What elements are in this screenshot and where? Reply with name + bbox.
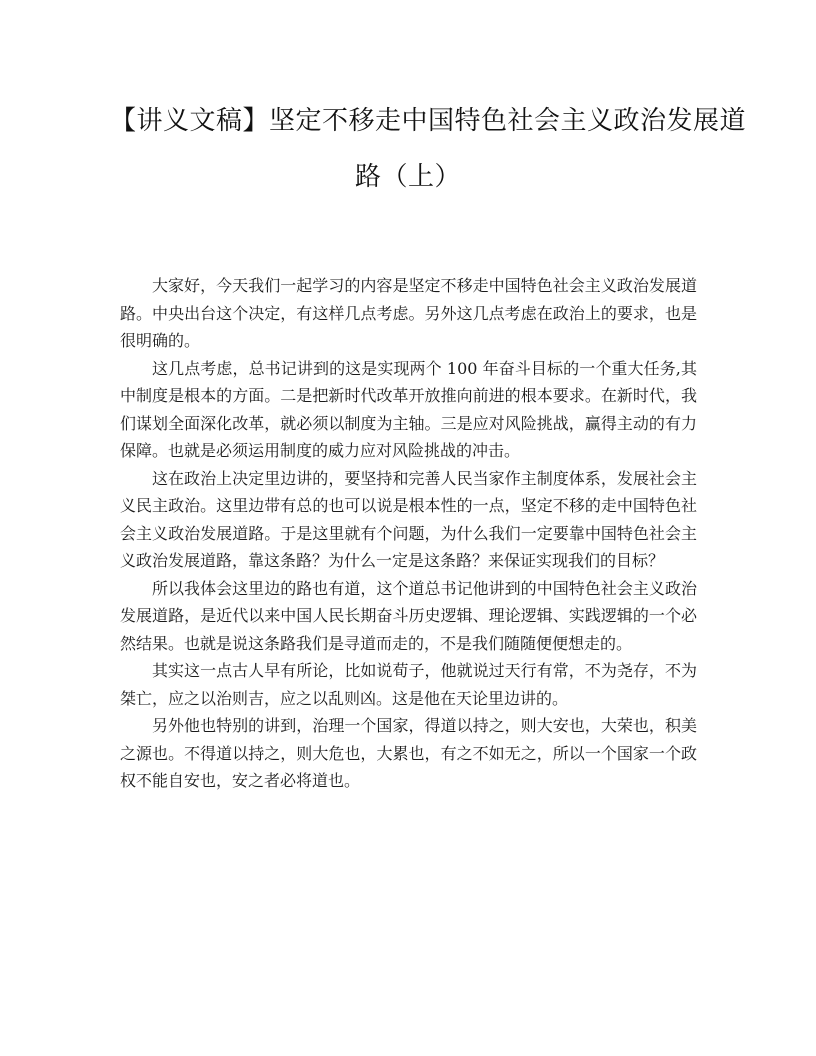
title-line-2: 路（上） bbox=[354, 162, 461, 192]
paragraph-2: 这几点考虑，总书记讲到的这是实现两个 100 年奋斗目标的一个重大任务,其中制度是根本的方面。二是把新时代改革开放推向前进的根本要求。在新时代，我们谋划全面深化改革，就必须以制度为主轴。三是应对风险挑战，赢得主动的有力保障。也就是必须运用制度的威力应对风险挑战的冲击。 bbox=[120, 358, 697, 460]
title-line-1: 【讲义文稿】坚定不移走中国特色社会主义政治发展道 bbox=[110, 106, 747, 136]
paragraph-3: 这在政治上决定里边讲的，要坚持和完善人民当家作主制度体系，发展社会主义民主政治。这里边带有总的也可以说是根本性的一点，坚定不移的走中国特色社会主义政治发展道路。于是这里就有个问题，为什么我们一定要靠中国特色社会主义政治发展道路，靠这条路？为什么一定是这条路？来保证实现我们的目标？ bbox=[120, 468, 697, 570]
paragraph-6: 另外他也特别的讲到，治理一个国家，得道以持之，则大安也，大荣也，积美之源也。不得道以持之，则大危也，大累也，有之不如无之，所以一个国家一个政权不能自安也，安之者必将道也。 bbox=[120, 716, 697, 790]
paragraph-4: 所以我体会这里边的路也有道，这个道总书记他讲到的中国特色社会主义政治发展道路，是近代以来中国人民长期奋斗历史逻辑、理论逻辑、实践逻辑的一个必然结果。也就是说这条路我们是寻道而走的，不是我们随随便便想走的。 bbox=[120, 578, 697, 653]
document-title bbox=[110, 93, 747, 205]
paragraph-1: 大家好，今天我们一起学习的内容是坚定不移走中国特色社会主义政治发展道路。中央出台这个决定，有这样几点考虑。另外这几点考虑在政治上的要求，也是很明确的。 bbox=[120, 276, 697, 350]
document-body bbox=[120, 272, 697, 795]
paragraph-5: 其实这一点古人早有所论，比如说荀子，他就说过天行有常，不为尧存，不为桀亡，应之以治则吉，应之以乱则凶。这是他在天论里边讲的。 bbox=[120, 661, 697, 708]
